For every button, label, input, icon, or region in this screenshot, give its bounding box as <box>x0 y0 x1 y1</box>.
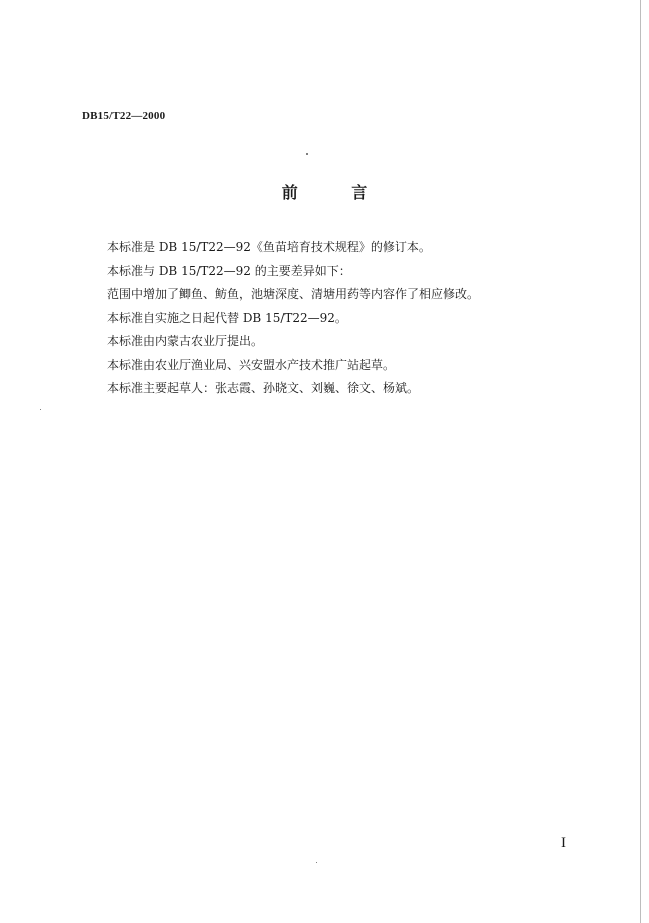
paragraph-5: 本标准由内蒙古农业厅提出。 <box>107 334 264 348</box>
scan-speck <box>40 409 41 410</box>
paragraph-4: 本标准自实施之日起代替 DB 15/T22—92。 <box>107 310 347 325</box>
foreword-body <box>107 236 607 401</box>
paragraph-7: 本标准主要起草人：张志霞、孙晓文、刘巍、徐文、杨斌。 <box>107 381 420 395</box>
scan-speck <box>306 153 308 155</box>
standard-code: DB15/T22—2000 <box>82 110 166 122</box>
paragraph-1: 本标准是 DB 15/T22—92《鱼苗培育技术规程》的修订本。 <box>107 240 431 254</box>
page-number: I <box>561 835 566 851</box>
page-title: 前 言 <box>281 183 392 202</box>
paragraph-6: 本标准由农业厅渔业局、兴安盟水产技术推广站起草。 <box>107 357 396 372</box>
scan-edge-line <box>640 0 641 923</box>
paragraph-2: 本标准与 DB 15/T22—92 的主要差异如下： <box>107 263 351 278</box>
paragraph-3: 范围中增加了鲫鱼、鲂鱼，池塘深度、清塘用药等内容作了相应修改。 <box>107 287 480 301</box>
scan-speck <box>316 862 317 863</box>
